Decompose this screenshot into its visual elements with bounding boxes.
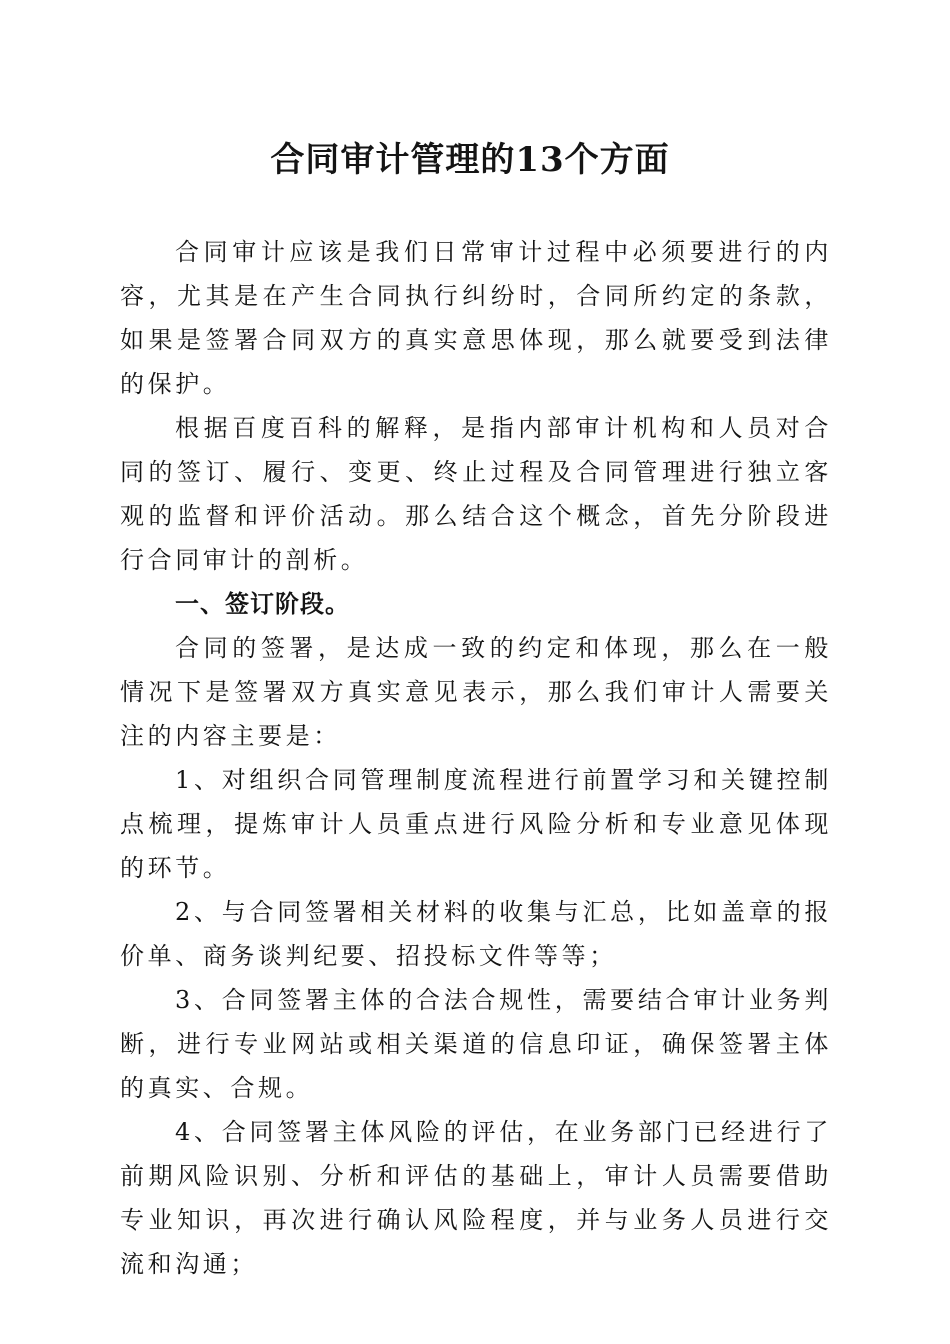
intro-paragraph-1: 合同审计应该是我们日常审计过程中必须要进行的内容，尤其是在产生合同执行纠纷时，合同所约定的条款，如果是签署合同双方的真实意思体现，那么就要受到法律的保护。 xyxy=(120,238,832,398)
list-item: 4、合同签署主体风险的评估，在业务部门已经进行了前期风险识别、分析和评估的基础上，审计人员需要借助专业知识，再次进行确认风险程度，并与业务人员进行交流和沟通； xyxy=(120,1118,832,1278)
intro-paragraph-2: 根据百度百科的解释，是指内部审计机构和人员对合同的签订、履行、变更、终止过程及合同管理进行独立客观的监督和评价活动。那么结合这个概念，首先分阶段进行合同审计的剖析。 xyxy=(120,414,832,574)
list-item: 1、对组织合同管理制度流程进行前置学习和关键控制点梳理，提炼审计人员重点进行风险分析和专业意见体现的环节。 xyxy=(120,766,832,882)
list-item: 2、与合同签署相关材料的收集与汇总，比如盖章的报价单、商务谈判纪要、招投标文件等等； xyxy=(120,898,832,970)
document-title: 合同审计管理的13个方面 xyxy=(270,140,670,180)
list-item: 3、合同签署主体的合法合规性，需要结合审计业务判断，进行专业网站或相关渠道的信息印证，确保签署主体的真实、合规。 xyxy=(120,986,832,1102)
section-intro-paragraph: 合同的签署，是达成一致的约定和体现，那么在一般情况下是签署双方真实意见表示，那么我们审计人需要关注的内容主要是： xyxy=(120,634,832,750)
section-heading-signing: 一、签订阶段。 xyxy=(175,590,350,618)
document-body xyxy=(120,230,832,1286)
